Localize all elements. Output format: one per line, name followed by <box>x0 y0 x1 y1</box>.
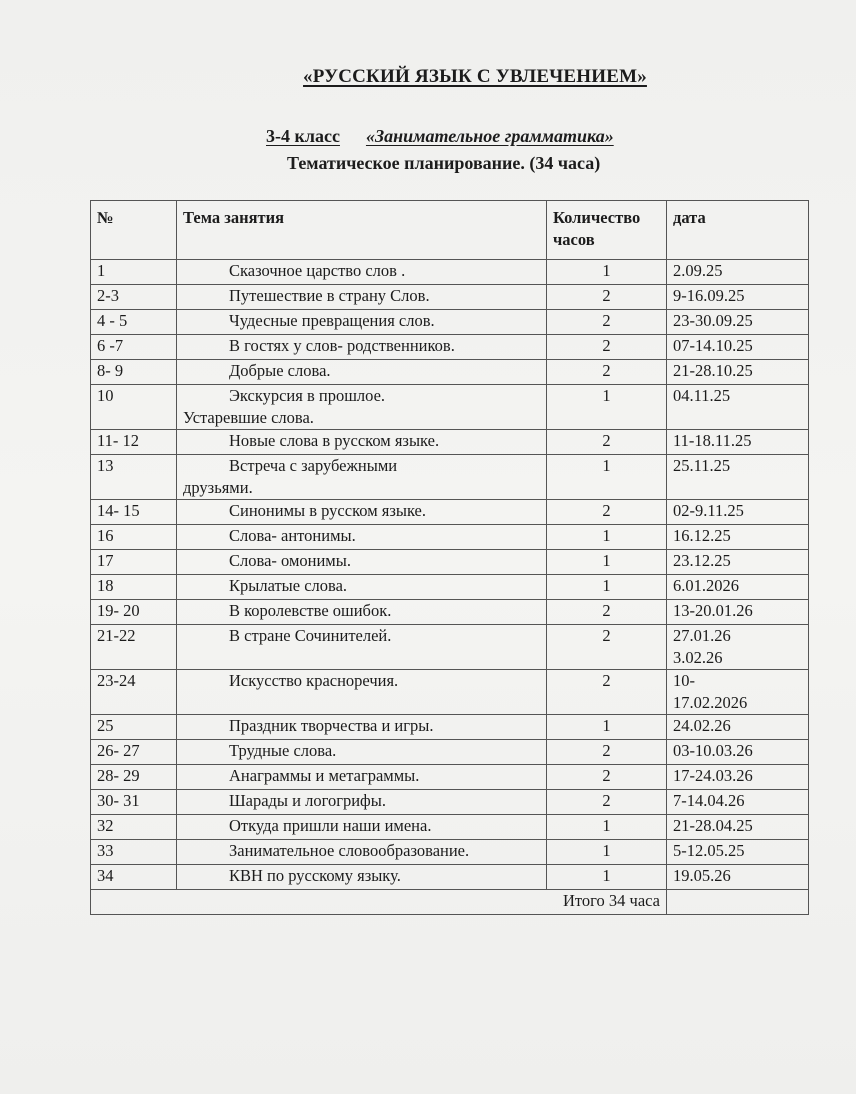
lesson-number: 6 -7 <box>91 335 177 360</box>
topic-text: Крылатые слова. <box>229 576 348 595</box>
topic-text: Добрые слова. <box>229 361 331 380</box>
lesson-hours: 2 <box>547 430 667 455</box>
document-title <box>0 66 856 88</box>
header-date: дата <box>667 201 809 260</box>
topic-text: Слова- антонимы. <box>229 526 356 545</box>
lesson-number: 19- 20 <box>91 600 177 625</box>
topic-text: Новые слова в русском языке. <box>229 431 440 450</box>
date-text: 13-20.01.26 <box>673 601 753 620</box>
lesson-topic <box>177 550 547 575</box>
topic-text: В гостях у слов- родственников. <box>229 336 455 355</box>
topic-text: В стране Сочинителей. <box>229 626 392 645</box>
lesson-number: 25 <box>91 715 177 740</box>
lesson-date <box>667 575 809 600</box>
date-text: 03-10.03.26 <box>673 741 753 760</box>
table-body <box>91 260 809 890</box>
lesson-date <box>667 550 809 575</box>
lesson-number: 8- 9 <box>91 360 177 385</box>
course-subtitle <box>266 126 614 147</box>
table-row <box>91 455 809 500</box>
topic-text: Искусство красноречия. <box>229 671 399 690</box>
lesson-date <box>667 310 809 335</box>
date-text: 7-14.04.26 <box>673 791 745 810</box>
table-row <box>91 840 809 865</box>
lesson-number: 26- 27 <box>91 740 177 765</box>
date-text-continued: 3.02.26 <box>673 648 723 667</box>
lesson-topic <box>177 600 547 625</box>
lesson-topic <box>177 790 547 815</box>
table-row <box>91 335 809 360</box>
lesson-date <box>667 500 809 525</box>
lesson-hours: 1 <box>547 525 667 550</box>
lesson-hours: 2 <box>547 765 667 790</box>
table-row <box>91 285 809 310</box>
lesson-topic <box>177 670 547 715</box>
lesson-topic <box>177 285 547 310</box>
lesson-date <box>667 670 809 715</box>
table-row <box>91 815 809 840</box>
lesson-hours: 1 <box>547 260 667 285</box>
lesson-date <box>667 260 809 285</box>
topic-text: Чудесные превращения слов. <box>229 311 435 330</box>
lesson-topic <box>177 765 547 790</box>
topic-text: Праздник творчества и игры. <box>229 716 434 735</box>
topic-text: Сказочное царство слов . <box>229 261 406 280</box>
date-text: 23.12.25 <box>673 551 731 570</box>
lesson-hours: 1 <box>547 455 667 500</box>
date-text: 23-30.09.25 <box>673 311 753 330</box>
lesson-topic <box>177 500 547 525</box>
lesson-date <box>667 600 809 625</box>
lesson-hours: 2 <box>547 310 667 335</box>
lesson-number: 11- 12 <box>91 430 177 455</box>
course-name: «Занимательное грамматика» <box>365 126 614 146</box>
lesson-date <box>667 335 809 360</box>
table-row <box>91 600 809 625</box>
date-text: 6.01.2026 <box>673 576 739 595</box>
lesson-number: 17 <box>91 550 177 575</box>
topic-text: Трудные слова. <box>229 741 337 760</box>
date-text: 21-28.04.25 <box>673 816 753 835</box>
lesson-number: 21-22 <box>91 625 177 670</box>
lesson-hours: 2 <box>547 790 667 815</box>
lesson-date <box>667 385 809 430</box>
lesson-date <box>667 455 809 500</box>
topic-text: Встреча с зарубежными <box>229 456 398 475</box>
topic-text: КВН по русскому языку. <box>229 866 401 885</box>
lesson-number: 33 <box>91 840 177 865</box>
lesson-topic <box>177 840 547 865</box>
lesson-number: 2-3 <box>91 285 177 310</box>
lesson-number: 32 <box>91 815 177 840</box>
lesson-hours: 2 <box>547 285 667 310</box>
lesson-hours: 2 <box>547 360 667 385</box>
lesson-hours: 1 <box>547 865 667 890</box>
title-text: «РУССКИЙ ЯЗЫК С УВЛЕЧЕНИЕМ» <box>303 66 647 87</box>
planning-heading: Тематическое планирование. (34 часа) <box>287 153 601 173</box>
table-header-row <box>91 201 809 260</box>
lesson-topic <box>177 360 547 385</box>
lesson-topic <box>177 625 547 670</box>
lesson-topic <box>177 740 547 765</box>
lesson-number: 30- 31 <box>91 790 177 815</box>
table-row <box>91 430 809 455</box>
table-row <box>91 360 809 385</box>
lesson-number: 18 <box>91 575 177 600</box>
topic-text: Слова- омонимы. <box>229 551 351 570</box>
lesson-hours: 1 <box>547 840 667 865</box>
lesson-number: 23-24 <box>91 670 177 715</box>
lesson-number: 34 <box>91 865 177 890</box>
lesson-date <box>667 285 809 310</box>
lesson-hours: 1 <box>547 575 667 600</box>
topic-text: В королевстве ошибок. <box>229 601 392 620</box>
lesson-topic <box>177 575 547 600</box>
table-row <box>91 865 809 890</box>
table-row <box>91 260 809 285</box>
total-row <box>91 890 809 915</box>
lesson-hours: 1 <box>547 815 667 840</box>
date-text: 21-28.10.25 <box>673 361 753 380</box>
header-topic: Тема занятия <box>177 201 547 260</box>
lesson-number: 10 <box>91 385 177 430</box>
lesson-date <box>667 865 809 890</box>
lesson-topic <box>177 815 547 840</box>
table-row <box>91 575 809 600</box>
date-text: 24.02.26 <box>673 716 731 735</box>
date-text: 5-12.05.25 <box>673 841 745 860</box>
lesson-hours: 2 <box>547 335 667 360</box>
lesson-topic <box>177 865 547 890</box>
lesson-number: 16 <box>91 525 177 550</box>
lesson-date <box>667 525 809 550</box>
lesson-hours: 2 <box>547 500 667 525</box>
topic-text: Откуда пришли наши имена. <box>229 816 432 835</box>
topic-text: Путешествие в страну Слов. <box>229 286 430 305</box>
topic-text: Занимательное словообразование. <box>229 841 470 860</box>
lesson-topic <box>177 715 547 740</box>
date-text: 27.01.26 <box>673 626 731 645</box>
lesson-hours: 1 <box>547 550 667 575</box>
lesson-date <box>667 815 809 840</box>
date-text: 11-18.11.25 <box>673 431 752 450</box>
table-row <box>91 550 809 575</box>
date-text-continued: 17.02.2026 <box>673 693 748 712</box>
lesson-number: 13 <box>91 455 177 500</box>
lesson-date <box>667 765 809 790</box>
date-text: 04.11.25 <box>673 386 731 405</box>
date-text: 07-14.10.25 <box>673 336 753 355</box>
table-row <box>91 790 809 815</box>
class-label: 3-4 класс <box>266 126 340 146</box>
lesson-hours: 2 <box>547 670 667 715</box>
topic-text: Шарады и логогрифы. <box>229 791 386 810</box>
lesson-hours: 2 <box>547 600 667 625</box>
table-row <box>91 625 809 670</box>
lesson-topic <box>177 260 547 285</box>
lesson-date <box>667 840 809 865</box>
lesson-date <box>667 715 809 740</box>
lesson-hours: 2 <box>547 625 667 670</box>
lesson-hours: 1 <box>547 385 667 430</box>
lesson-hours: 2 <box>547 740 667 765</box>
table-row <box>91 500 809 525</box>
lesson-topic <box>177 310 547 335</box>
date-text: 17-24.03.26 <box>673 766 753 785</box>
lesson-number: 4 - 5 <box>91 310 177 335</box>
date-text: 25.11.25 <box>673 456 731 475</box>
total-label: Итого 34 часа <box>91 890 667 915</box>
header-num: № <box>91 201 177 260</box>
topic-text-continued: друзьями. <box>183 478 253 497</box>
date-text: 10- <box>673 671 695 690</box>
topic-text-continued: Устаревшие слова. <box>183 408 314 427</box>
table-row <box>91 715 809 740</box>
lesson-date <box>667 790 809 815</box>
lesson-topic <box>177 525 547 550</box>
table-row <box>91 385 809 430</box>
lesson-number: 14- 15 <box>91 500 177 525</box>
lesson-topic <box>177 335 547 360</box>
lesson-plan-table <box>90 200 809 915</box>
date-text: 2.09.25 <box>673 261 723 280</box>
lesson-date <box>667 430 809 455</box>
topic-text: Анаграммы и метаграммы. <box>229 766 420 785</box>
table-row <box>91 310 809 335</box>
table-row <box>91 525 809 550</box>
lesson-date <box>667 360 809 385</box>
topic-text: Синонимы в русском языке. <box>229 501 427 520</box>
date-text: 02-9.11.25 <box>673 501 744 520</box>
lesson-date <box>667 740 809 765</box>
lesson-number: 28- 29 <box>91 765 177 790</box>
total-empty-cell <box>667 890 809 915</box>
date-text: 9-16.09.25 <box>673 286 745 305</box>
date-text: 19.05.26 <box>673 866 731 885</box>
lesson-number: 1 <box>91 260 177 285</box>
table-row <box>91 740 809 765</box>
lesson-hours: 1 <box>547 715 667 740</box>
lesson-date <box>667 625 809 670</box>
lesson-topic <box>177 455 547 500</box>
table-row <box>91 670 809 715</box>
table-row <box>91 765 809 790</box>
topic-text: Экскурсия в прошлое. <box>229 386 386 405</box>
date-text: 16.12.25 <box>673 526 731 545</box>
lesson-topic <box>177 385 547 430</box>
header-hours: Количество часов <box>547 201 667 260</box>
lesson-topic <box>177 430 547 455</box>
